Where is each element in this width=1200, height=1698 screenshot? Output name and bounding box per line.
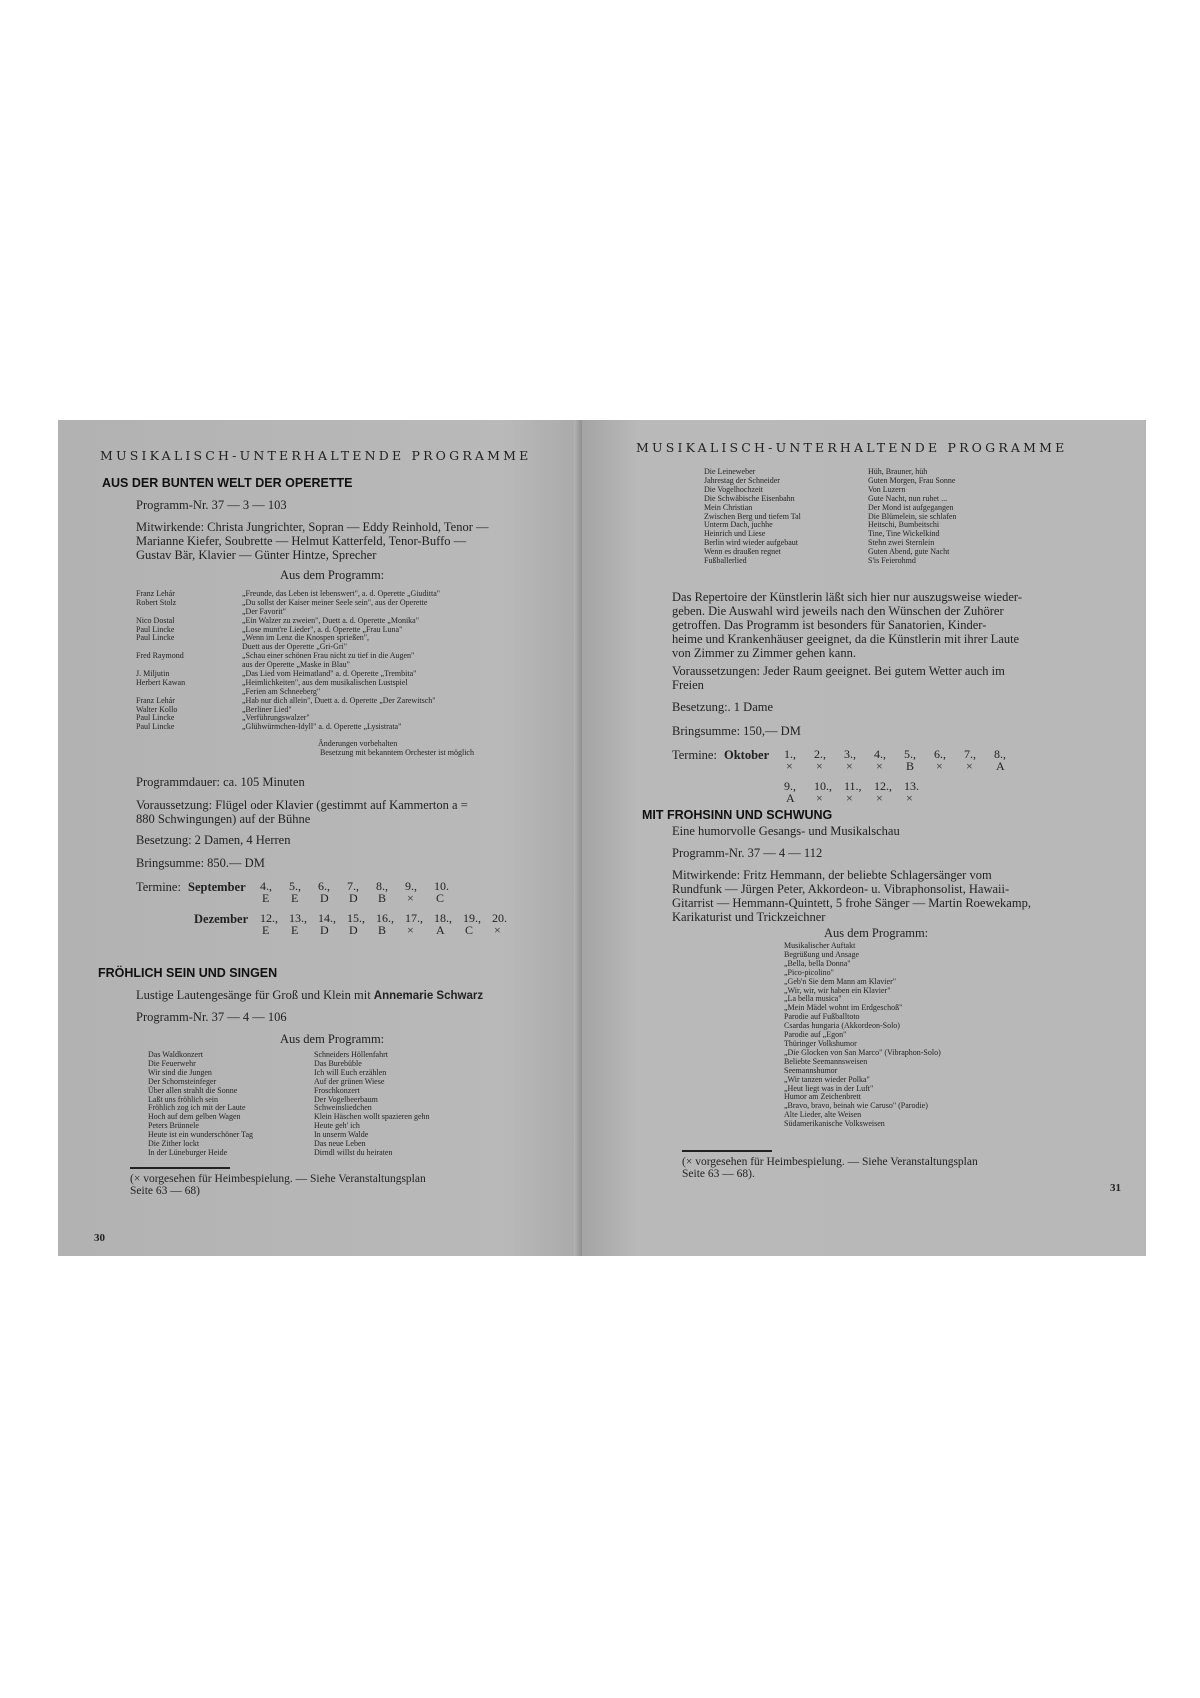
performers-line: Mitwirkende: Fritz Hemmann, der beliebte Schlagersänger vom [672,868,992,882]
piece-title: „Ein Walzer zu zweien", Duett a. d. Operette „Monika" [242,615,419,625]
date-code: A [786,791,795,805]
song-title: Heinrich und Liese [704,529,766,539]
show-item: Parodie auf Fußballtoto [784,1012,860,1022]
song-title: Schweinsliedchen [314,1103,372,1113]
show-item: „Wir tanzen wieder Polka" [784,1074,870,1084]
song-list-right [868,468,956,566]
text-line: von Zimmer zu Zimmer gehen kann. [672,646,856,660]
show-item: Musikalischer Auftakt [784,941,856,950]
program-number: Programm-Nr. 37 — 3 — 103 [136,498,287,512]
show-item: „Pico-picolino" [784,967,834,977]
show-item: „Bravo, bravo, beinah wie Caruso" (Parodie) [784,1101,928,1111]
song-title: Die Blümelein, sie schlafen [868,511,957,521]
date-code: D [320,891,329,905]
footnote-line: (× vorgesehen für Heimbespielung. — Siehe Veranstaltungsplan [130,1173,426,1185]
song-title: Dirndl willst du heiraten [314,1147,393,1157]
song-title: Gute Nacht, nun ruhet ... [868,493,948,503]
show-item: „Bella, bella Donna" [784,958,851,968]
composer-name: Herbert Kawan [136,677,186,687]
show-item: „Wir, wir, wir haben ein Klavier" [784,985,891,995]
requirements-line: Voraussetzung: Flügel oder Klavier (gestimmt auf Kammerton a = [136,798,468,812]
show-item: Csardas hungaria (Akkordeon-Solo) [784,1021,900,1031]
show-item: Alte Lieder, alte Weisen [784,1110,862,1120]
show-item: Südamerikanische Volksweisen [784,1119,885,1129]
performers-line: Marianne Kiefer, Soubrette — Helmut Katterfeld, Tenor-Buffo — [136,534,467,548]
song-title: Schneiders Höllenfahrt [314,1050,388,1059]
text-line: getroffen. Das Programm ist besonders für Sanatorien, Kinder- [672,618,987,632]
performers-line: Karikaturist und Trickzeichner [672,910,826,924]
section-subtitle [136,988,483,1003]
section-title: FRÖHLICH SEIN UND SINGEN [98,966,278,980]
date-code: E [262,923,270,937]
dates-label: Termine: [672,748,717,762]
date-code: D [349,923,358,937]
date-code: B [378,891,387,905]
date-day: 9., [405,879,417,893]
october-dates-2 [784,780,964,808]
piece-title: „Der Favorit" [242,606,286,616]
piece-title: „Lose munt're Lieder", a. d. Operette „Frau Luna" [242,624,403,634]
song-title: In der Lüneburger Heide [148,1147,228,1157]
performers-line: Gustav Bär, Klavier — Günter Hintze, Sprecher [136,548,377,562]
footnote-rule [130,1167,230,1169]
artist-name: Annemarie Schwarz [373,990,484,1002]
show-program-list [784,942,941,1129]
date-code: A [436,923,445,937]
program-row [136,679,556,688]
performers-line: Mitwirkende: Christa Jungrichter, Sopran — Eddy Reinhold, Tenor — [136,520,489,534]
show-item: Beliebte Seemannsweisen [784,1056,868,1066]
date-code: × [816,759,823,773]
requirements-line: Voraussetzungen: Jeder Raum geeignet. Bei gutem Wetter auch im [672,664,1005,678]
show-item: „Mein Mädel wohnt im Erdgeschoß" [784,1003,903,1013]
song-title: Fröhlich zog ich mit der Laute [148,1103,246,1113]
date-day: 5., [289,879,301,893]
program-row [136,723,556,732]
song-title: Froschkonzert [314,1085,360,1095]
date-day: 8., [994,747,1006,761]
orchestra-note: Besetzung mit bekanntem Orchester ist möglich [320,748,474,757]
program-list [136,590,556,732]
composer-name: Nico Dostal [136,615,175,625]
show-item: Humor am Zeichenbrett [784,1092,861,1102]
song-title: Unterm Dach, juchhe [704,520,773,530]
date-day: 2., [814,747,826,761]
composer-name: Paul Lincke [136,624,175,634]
fee: Bringsumme: 850.— DM [136,856,265,870]
song-title: Das Burebüble [314,1058,362,1068]
footnote-line: Seite 63 — 68). [682,1168,755,1180]
section-title: MIT FROHSINN UND SCHWUNG [642,808,833,822]
song-title: Heitschi, Bumbeitschi [868,520,940,530]
song-title: Die Feuerwehr [148,1058,196,1068]
september-dates [260,880,500,908]
composer-name: J. Miljutin [136,669,170,679]
date-code: × [846,759,853,773]
song-title: Das Waldkonzert [148,1050,203,1059]
song-title: Peters Brünnele [148,1121,199,1131]
song-title: Die Leineweber [704,467,756,476]
running-header: MUSIKALISCH-UNTERHALTENDE PROGRAMME [636,440,1068,455]
song-title: Über allen strahlt die Sonne [148,1085,238,1095]
performers [672,868,1031,924]
date-day: 5., [904,747,916,761]
cast: Besetzung: 2 Damen, 4 Herren [136,833,291,847]
piece-title: „Berliner Lied" [242,704,292,714]
requirements-line: 880 Schwingungen) auf der Bühne [136,812,311,826]
performers-line: Gitarrist — Hemmann-Quintett, 5 frohe Sänger — Martin Roewekamp, [672,896,1031,910]
date-day: 4., [874,747,886,761]
program-row [136,599,556,608]
section-subtitle: Eine humorvolle Gesangs- und Musikalschau [672,824,900,838]
footnote-rule [682,1150,772,1152]
song-title: Der Mond ist aufgegangen [868,502,954,512]
date-day: 19., [463,911,481,925]
month-october: Oktober [724,748,770,762]
piece-title: „Glühwürmchen-Idyll" a. d. Operette „Lysistrata" [242,722,402,732]
song-title: Hüh, Brauner, hüh [868,467,928,476]
december-dates [260,912,560,940]
song-title: Tine, Tine Wickelkind [868,529,940,539]
text-line: geben. Die Auswahl wird jeweils nach den Wünschen der Zuhörer [672,604,1004,618]
composer-name: Fred Raymond [136,651,184,661]
date-code: D [349,891,358,905]
piece-title: „Wenn im Lenz die Knospen sprießen", [242,633,370,643]
composer-name: Robert Stolz [136,597,177,607]
date-code: × [816,791,823,805]
date-code: × [494,923,501,937]
date-day: 20. [492,911,507,925]
song-title: Wir sind die Jungen [148,1067,212,1077]
footnote [130,1173,426,1197]
date-code: × [966,759,973,773]
song-title: Von Luzern [868,484,906,494]
date-day: 7., [347,879,359,893]
song-title: Heute ist ein wunderschöner Tag [148,1130,254,1140]
song-title: Mein Christian [704,502,753,512]
song-title: Stehn zwei Sternlein [868,538,935,548]
piece-title: „Du sollst der Kaiser meiner Seele sein", aus der Operette [242,597,428,607]
piece-title: „Verführungswalzer" [242,713,310,723]
song-title: Ich will Euch erzählen [314,1067,387,1077]
composer-name: Paul Lincke [136,722,175,732]
program-row [136,706,556,715]
dates-label: Termine: [136,880,181,894]
running-header: MUSIKALISCH-UNTERHALTENDE PROGRAMME [100,448,532,463]
date-day: 4., [260,879,272,893]
date-code: E [291,923,299,937]
piece-title: „Schau einer schönen Frau nicht zu tief in die Augen" [242,651,415,661]
date-day: 14., [318,911,336,925]
date-day: 12., [874,779,892,793]
requirements-line: Freien [672,678,704,692]
show-item: „La bella musica" [784,994,842,1004]
piece-title: „Ferien am Schneeberg" [242,686,321,696]
date-day: 6., [934,747,946,761]
program-number: Programm-Nr. 37 — 4 — 112 [672,846,823,860]
october-dates [784,748,1024,776]
date-code: × [876,791,883,805]
date-day: 10. [434,879,449,893]
date-day: 7., [964,747,976,761]
song-title: Die Schwäbische Eisenbahn [704,493,795,503]
piece-title: „Heimlichkeiten", aus dem musikalischen Lustspiel [242,677,408,687]
song-title: Das neue Leben [314,1139,366,1149]
date-day: 15., [347,911,365,925]
song-title: Jahrestag der Schneider [704,475,780,485]
program-heading: Aus dem Programm: [824,926,929,940]
date-code: A [996,759,1005,773]
date-code: × [407,923,414,937]
date-code: × [786,759,793,773]
show-item: „Geb'n Sie dem Mann am Klavier" [784,976,897,986]
song-title: Die Zither lockt [148,1139,200,1149]
booklet-spread [58,420,1146,1256]
date-code: B [378,923,387,937]
text-line: heime und Krankenhäuser geeignet, da die Künstlerin mit ihrer Laute [672,632,1020,646]
song-title: Wenn es draußen regnet [704,547,781,557]
date-code: E [262,891,270,905]
song-title: Hoch auf dem gelben Wagen [148,1112,241,1122]
song-title: Der Vogelbeerbaum [314,1094,378,1104]
show-item: Parodie auf „Egon" [784,1030,847,1040]
piece-title: Duett aus der Operette „Gri-Gri" [242,642,347,652]
date-day: 17., [405,911,423,925]
show-item: Thüringer Volkshumor [784,1038,857,1048]
date-code: × [876,759,883,773]
date-code: D [320,923,329,937]
page-number: 30 [94,1232,105,1244]
show-item: Seemannshumor [784,1065,838,1075]
composer-name: Franz Lehár [136,589,175,598]
song-title: Fußballerlied [704,556,747,566]
date-day: 13., [289,911,307,925]
program-heading: Aus dem Programm: [280,568,385,582]
date-day: 11., [844,779,862,793]
cast: Besetzung:. 1 Dame [672,700,774,714]
date-code: × [906,791,913,805]
date-code: × [936,759,943,773]
program-heading: Aus dem Programm: [280,1032,385,1046]
program-number: Programm-Nr. 37 — 4 — 106 [136,1010,287,1024]
song-title: S'is Feierohmd [868,556,916,566]
page-left [58,420,582,1256]
subtitle-text: Lustige Lautengesänge für Groß und Klein mit [136,988,371,1002]
repertoire-text [672,590,1022,660]
program-row [136,697,556,706]
song-title: Guten Abend, gute Nacht [868,547,950,557]
footnote [682,1156,978,1180]
date-day: 6., [318,879,330,893]
section-title: AUS DER BUNTEN WELT DER OPERETTE [102,476,353,490]
date-day: 13. [904,779,919,793]
fee: Bringsumme: 150,— DM [672,724,801,738]
song-list-left [148,1051,253,1158]
page-number: 31 [1110,1182,1121,1194]
show-item: „Heut liegt was in der Luft" [784,1083,874,1093]
composer-name: Paul Lincke [136,633,175,643]
composer-name: Paul Lincke [136,713,175,723]
song-list-right [314,1051,430,1158]
month-december: Dezember [194,912,249,926]
month-september: September [188,880,246,894]
composer-name: Walter Kollo [136,704,178,714]
song-title: Heute geh' ich [314,1121,360,1131]
song-title: Klein Häschen wollt spazieren gehn [314,1112,430,1122]
date-day: 8., [376,879,388,893]
date-day: 12., [260,911,278,925]
piece-title: aus der Operette „Maske in Blau" [242,660,350,670]
program-duration: Programmdauer: ca. 105 Minuten [136,775,305,789]
performers [136,520,489,562]
date-code: C [465,923,474,937]
show-item: „Die Glocken von San Marco" (Vibraphon-Solo) [784,1047,941,1057]
song-title: Guten Morgen, Frau Sonne [868,475,956,485]
date-day: 1., [784,747,796,761]
footnote-line: (× vorgesehen für Heimbespielung. — Siehe Veranstaltungsplan [682,1156,978,1168]
footnote-line: Seite 63 — 68) [130,1185,200,1197]
date-code: E [291,891,299,905]
song-title: Zwischen Berg und tiefem Tal [704,511,801,521]
page-right [582,420,1146,1256]
requirements [136,798,468,826]
requirements [672,664,1005,692]
song-title: Auf der grünen Wiese [314,1076,385,1086]
date-day: 10., [814,779,832,793]
piece-title: „Das Lied vom Heimatland" a. d. Operette „Trembita" [242,669,417,679]
date-code: × [407,891,414,905]
date-code: C [436,891,445,905]
song-title: Laßt uns fröhlich sein [148,1094,218,1104]
date-day: 3., [844,747,856,761]
date-day: 18., [434,911,452,925]
date-code: B [906,759,915,773]
song-title: Berlin wird wieder aufgebaut [704,538,798,548]
date-day: 9., [784,779,796,793]
song-title: Die Vogelhochzeit [704,484,764,494]
composer-name: Franz Lehár [136,695,175,705]
song-title: Der Schornsteinfeger [148,1076,217,1086]
date-code: × [846,791,853,805]
changes-note: Änderungen vorbehalten [318,739,398,748]
piece-title: „Freunde, das Leben ist lebenswert", a. d. Operette „Giuditta" [242,589,441,598]
show-item: Begrüßung und Ansage [784,949,860,959]
performers-line: Rundfunk — Jürgen Peter, Akkordeon- u. Vibraphonsolist, Hawaii- [672,882,1010,896]
piece-title: „Hab nur dich allein", Duett a. d. Operette „Der Zarewitsch" [242,695,436,705]
date-day: 16., [376,911,394,925]
song-list-left [704,468,801,566]
text-line: Das Repertoire der Künstlerin läßt sich hier nur auszugsweise wieder- [672,590,1022,604]
song-title: In unserm Walde [314,1130,369,1140]
